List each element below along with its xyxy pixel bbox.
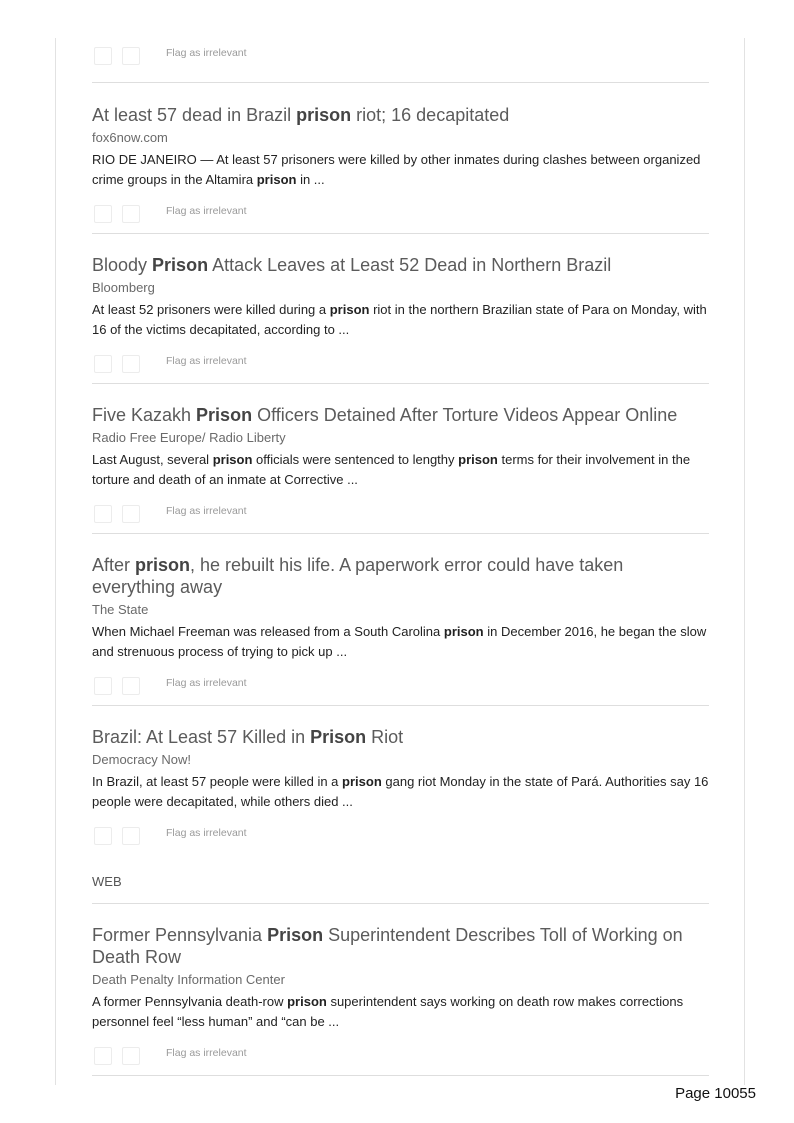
divider [92,903,709,904]
text-run: in December 2016, he began the slow and strenuous process of trying to pick up ... [92,624,707,659]
flag-as-irrelevant-link[interactable]: Flag as irrelevant [166,205,247,217]
thumbs-down-checkbox[interactable] [122,827,140,845]
text-run: Bloody [92,255,153,275]
divider [92,1075,709,1076]
thumbs-up-checkbox[interactable] [94,677,112,695]
highlighted-term: Prison [152,255,209,275]
text-run: A former Pennsylvania death-row [92,994,288,1009]
text-run: riot; 16 decapitated [351,105,510,125]
thumbs-up-checkbox[interactable] [94,355,112,373]
flag-row [92,824,709,848]
highlighted-term: prison [342,774,382,789]
result-source: Democracy Now! [92,752,191,767]
text-run: Brazil: At Least 57 Killed in [92,727,311,747]
right-border-line [744,38,745,1085]
thumbs-down-checkbox[interactable] [122,205,140,223]
text-run: in ... [296,172,325,187]
highlighted-term: prison [296,105,352,125]
thumbs-up-checkbox[interactable] [94,505,112,523]
highlighted-term: prison [135,555,191,575]
text-run: When Michael Freeman was released from a South Carolina [92,624,444,639]
page-number: Page 10055 [675,1085,756,1102]
previous-result-flag-row [92,44,709,68]
text-run: RIO DE JANEIRO — At least 57 prisoners were killed by other inmates during clashes between organized crime groups in the Altamira [92,152,701,187]
highlighted-term: prison [458,452,498,467]
flag-as-irrelevant-link[interactable]: Flag as irrelevant [166,1047,247,1059]
flag-as-irrelevant-link[interactable]: Flag as irrelevant [166,827,247,839]
result-title[interactable] [92,404,709,426]
flag-row [92,202,709,226]
result-title[interactable] [92,104,709,126]
highlighted-term: Prison [267,925,324,945]
text-run: Attack Leaves at Least 52 Dead in Northern Brazil [208,255,612,275]
text-run: Superintendent Describes Toll of Working on Death Row [92,925,683,967]
flag-as-irrelevant-link[interactable]: Flag as irrelevant [166,355,247,367]
thumbs-down-checkbox[interactable] [122,47,140,65]
left-border-line [55,38,56,1085]
flag-row [92,44,709,68]
text-run: Five Kazakh [92,405,197,425]
text-run: Former Pennsylvania [92,925,268,945]
text-run: terms for their involvement in the torture and death of an inmate at Corrective ... [92,452,691,487]
result-item [92,404,709,526]
thumbs-up-checkbox[interactable] [94,205,112,223]
result-source: Radio Free Europe/ Radio Liberty [92,430,286,445]
thumbs-down-checkbox[interactable] [122,677,140,695]
flag-row [92,352,709,376]
divider [92,533,709,534]
thumbs-down-checkbox[interactable] [122,505,140,523]
divider [92,233,709,234]
text-run: , he rebuilt his life. A paperwork error could have taken everything away [92,555,624,597]
text-run: Riot [366,727,404,747]
result-snippet [92,150,709,190]
thumbs-up-checkbox[interactable] [94,827,112,845]
result-source: Bloomberg [92,280,155,295]
highlighted-term: Prison [310,727,367,747]
result-source: fox6now.com [92,130,168,145]
highlighted-term: prison [329,302,370,317]
text-run: After [92,555,136,575]
text-run: Last August, several [92,452,213,467]
highlighted-term: prison [443,624,484,639]
text-run: superintendent says working on death row makes corrections personnel feel “less human” and “can be ... [92,994,684,1029]
result-snippet [92,772,709,812]
text-run: officials were sentenced to lengthy [252,452,459,467]
result-title[interactable] [92,726,709,748]
highlighted-term: prison [287,994,327,1009]
thumbs-up-checkbox[interactable] [94,1047,112,1065]
text-run: In Brazil, at least 57 people were killed in a [92,774,343,789]
flag-as-irrelevant-link[interactable]: Flag as irrelevant [166,505,247,517]
section-label-web: WEB [92,874,122,889]
highlighted-term: prison [212,452,253,467]
result-snippet [92,300,709,340]
result-item [92,104,709,226]
flag-row [92,1044,709,1068]
result-title[interactable] [92,254,709,276]
result-source: The State [92,602,149,617]
divider [92,82,709,83]
result-title[interactable] [92,924,709,968]
result-title[interactable] [92,554,709,598]
result-item [92,254,709,376]
thumbs-down-checkbox[interactable] [122,1047,140,1065]
divider [92,383,709,384]
flag-as-irrelevant-link[interactable]: Flag as irrelevant [166,677,247,689]
thumbs-up-checkbox[interactable] [94,47,112,65]
text-run: riot in the northern Brazilian state of Para on Monday, with 16 of the victims decapitated, according to ... [92,302,707,337]
text-run: Officers Detained After Torture Videos Appear Online [252,405,678,425]
text-run: At least 52 prisoners were killed during a [92,302,330,317]
highlighted-term: Prison [196,405,253,425]
result-snippet [92,450,709,490]
result-source: Death Penalty Information Center [92,972,285,987]
thumbs-down-checkbox[interactable] [122,355,140,373]
result-item [92,726,709,848]
result-snippet [92,622,709,662]
text-run: gang riot Monday in the state of Pará. Authorities say 16 people were decapitated, while others died ... [92,774,709,809]
divider [92,705,709,706]
flag-row [92,674,709,698]
flag-as-irrelevant-link[interactable]: Flag as irrelevant [166,47,247,59]
text-run: At least 57 dead in Brazil [92,105,297,125]
result-item [92,924,709,1068]
flag-row [92,502,709,526]
highlighted-term: prison [256,172,297,187]
result-item [92,554,709,698]
result-snippet [92,992,709,1032]
